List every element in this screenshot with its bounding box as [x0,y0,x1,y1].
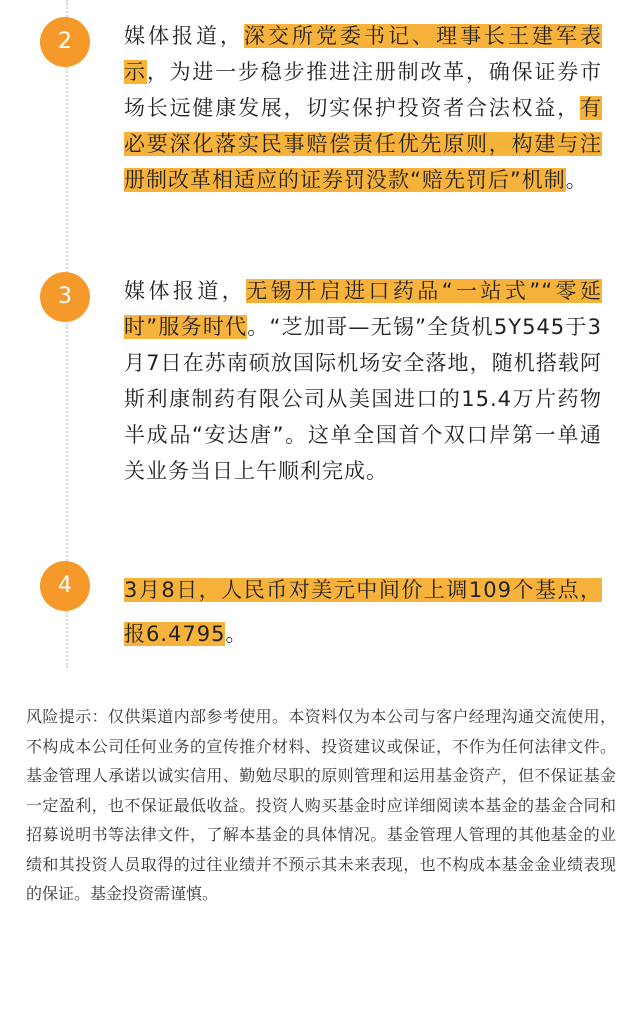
item-number-badge: 4 [40,561,90,611]
text-segment: 媒体报道， [124,279,247,303]
text-segment: 。 [565,168,588,192]
highlighted-text: 无锡开启进口药品“一站式”“零延时”服务时代 [124,279,602,339]
text-segment: ，为进一步稳步推进注册制改革，确保证券市场长远健康发展，切实保护投资者合法权益， [124,60,603,120]
news-paragraph [124,273,602,489]
news-paragraph [124,18,602,198]
item-number-badge: 3 [40,272,90,322]
news-paragraph [124,568,602,656]
item-number-badge: 2 [40,17,90,67]
highlighted-text: 有必要深化落实民事赔偿责任优先原则，构建与注册制改革相适应的证券罚没款“赔先罚后”机制 [124,96,602,192]
highlighted-text: 深交所党委书记、理事长王建军表示 [124,24,602,84]
text-segment: 。“芝加哥—无锡”全货机5Y545于3月7日在苏南硕放国际机场安全落地，随机搭载阿斯利康制药有限公司从美国进口的15.4万片药物半成品“安达唐”。这单全国首个双口岸第一单通关业务当日上午顺利完成。 [124,315,602,483]
highlighted-text: 3月8日，人民币对美元中间价上调109个基点，报6.4795 [124,578,602,646]
text-segment: 。 [225,622,248,646]
risk-notice: 风险提示：仅供渠道内部参考使用。本资料仅为本公司与客户经理沟通交流使用，不构成本公司任何业务的宣传推介材料、投资建议或保证，不作为任何法律文件。基金管理人承诺以诚实信用、勤勉尽职的原则管理和运用基金资产，但不保证基金一定盈利，也不保证最低收益。投资人购买基金时应详细阅读本基金的基金合同和招募说明书等法律文件，了解本基金的具体情况。基金管理人管理的其他基金的业绩和其投资人员取得的过往业绩并不预示其未来表现，也不构成本基金金业绩表现的保证。基金投资需谨慎。 [26,707,616,903]
text-segment: 媒体报道， [124,24,244,48]
